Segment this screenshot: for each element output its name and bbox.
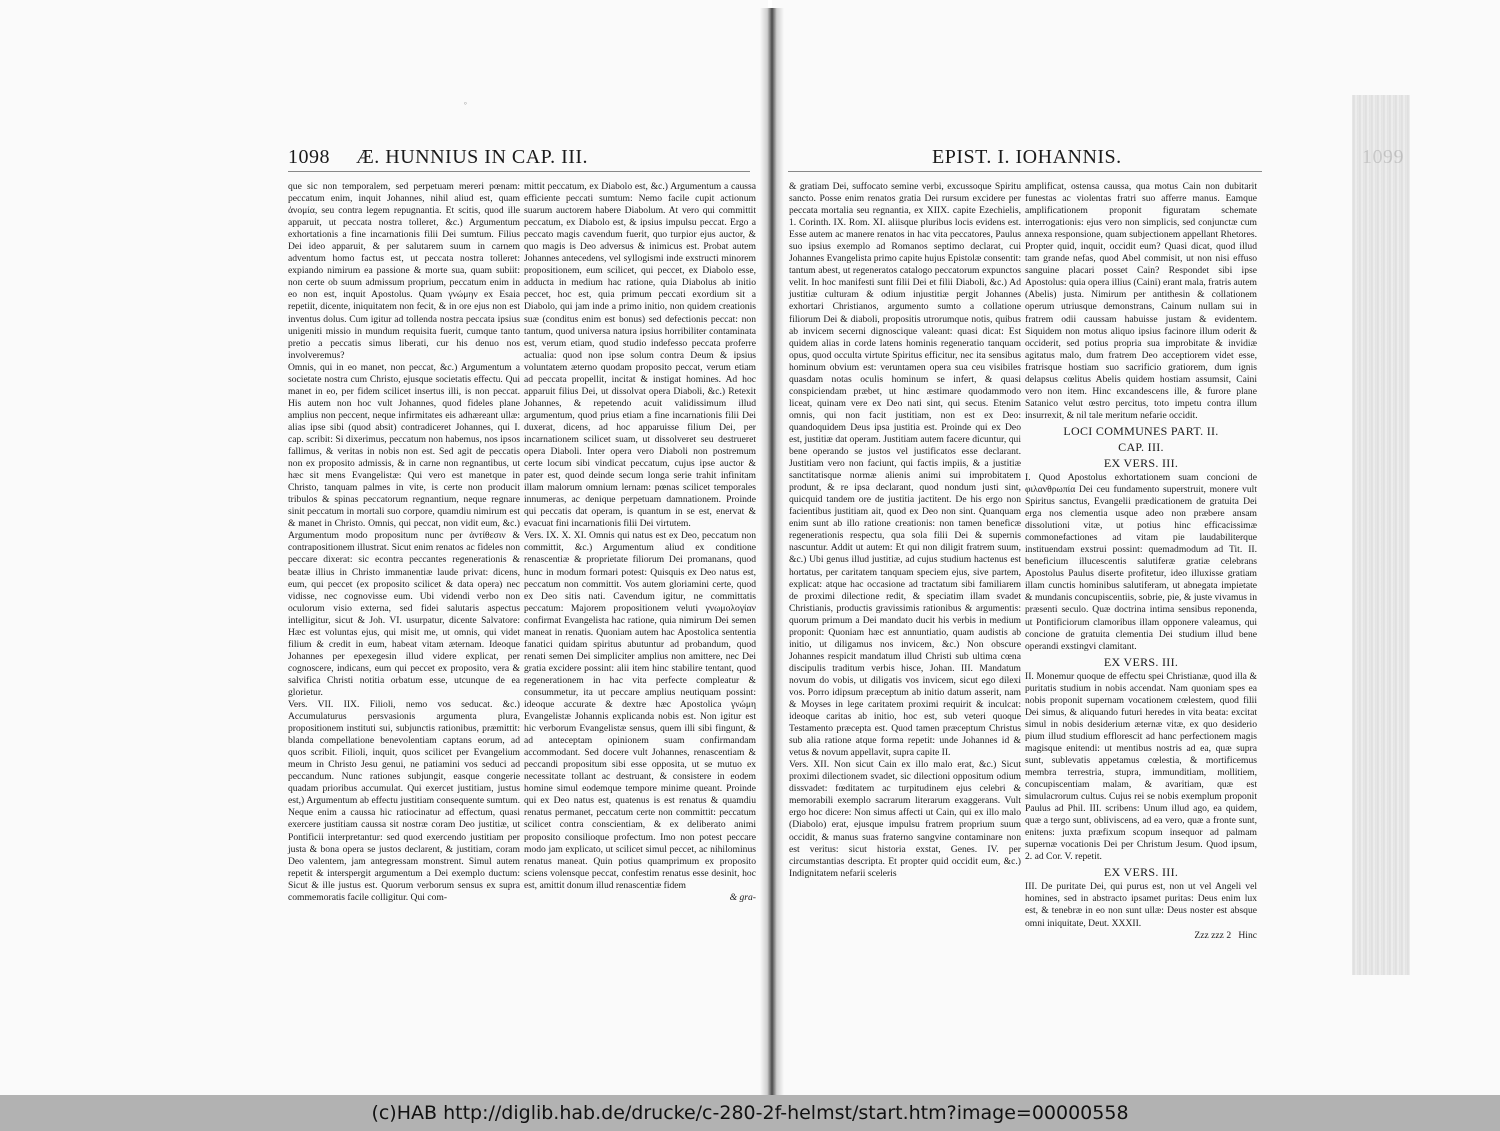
copyright-footer: (c)HAB http://diglib.hab.de/drucke/c-280-2f-helmst/start.htm?image=00000558 (0, 1095, 1500, 1131)
loci-heading: LOCI COMMUNES PART. II. (1063, 423, 1219, 438)
paragraph: Vers. VII. IIX. Filioli, nemo vos seducat. &c.) Accumulaturus persvasionis argumenta plura, propositionem instituti sui, subjunctis rationibus, præmittit: blanda compellatione benevolentiam captans eorum, ad quos scribit. Filioli, inquit, quos scilicet per Evangelium meum in Christo Jesu genui, ne patiamini vos seduci ad peccandum. Nunc rationes subjungit, easque congerie quadam prioribus accumulat. Qui exercet justitiam, justus est,) Argumentum ab effectu justitiam consequente sumtum. Neque enim a caussa hic ratiocinatur ad effectum, quasi exercere justitiam caussa sit nostræ coram Deo justitiæ, ut Pontificii interpretantur: sed quod exercendo justitiam per justa & bona opera se justos declarent, & justitiam, coram Deo valentem, jam antegressam monstrent. Simul autem repetit & interspergit argumentum a Dei exemplo ductum: Sicut & ille justus est. Quorum verborum sensus ex supra commemoratis facile colligitur. Qui com- (288, 699, 520, 903)
left-header-rule (288, 171, 750, 172)
book-gutter (760, 8, 784, 1095)
right-page-column-1 (789, 181, 1021, 880)
paragraph: amplificat, ostensa caussa, qua motus Cain non dubitarit funestas ac violentas fratri suo afferre manus. Eamque amplificationem proponit figuratam schemate interrogationis: ejus vero non simplicis, sed conjunctæ cum annexa responsione, quam subjectionem appellant Rhetores. Propter quid, inquit, occidit eum? Quasi dicat, quod illud tam grande nefas, quod Abel commisit, ut non nisi effuso sanguine placari posset Cain? Respondet sibi ipse Apostolus: quia opera illius (Caini) erant mala, fratris autem (Abelis) justa. Nimirum per antithesin & collationem operum utriusque demonstrans, Cainum nullam sui in fratrem odii caussam habuisse justam & evidentem. Siquidem non motus aliquo ipsius facinore illum oderit & occiderit, sed potius propria sua improbitate & invidiæ agitatus malo, dum fratrem Deo acceptiorem videt esse, fratrisque hostiam suo sacrificio gratiorem, dum ignis delapsus cœlitus Abelis quidem hostiam assumsit, Caini vero non item. Hinc excandescens ille, & furore plane Satanico velut œstro percitus, toto impetu contra illum insurrexit, & nil tale meritum nefarie occidit. (1025, 181, 1257, 421)
right-header-rule (788, 171, 1262, 172)
left-page (0, 0, 768, 1095)
section-heading: EX VERS. III. (1103, 865, 1179, 880)
section-text: I. Quod Apostolus exhortationem suam concioni de φιλανθρωπία Dei ceu fundamento superstruit, monere vult Spiritus sanctus, Evangelii prædicationem de gratuita Dei erga nos clementia usque adeo non præbere ansam dissolutioni vitæ, ut potius hinc efficacissimæ commonefactiones ad vitam pie laudabiliterque instituendam exstrui possint: quemadmodum ad Tit. II. beneficium illucescentis salutiferæ gratiæ celebrans Apostolus Paulus diserte profitetur, ideo illuxisse gratiam illam cunctis hominibus salutiferam, ut abnegata impietate & mundanis concupiscentiis, sobrie, pie, & juste vivamus in præsenti seculo. Quæ doctrina intima sensibus reponenda, ut Pontificiorum clamoribus illam opponere valeamus, qui concione de gratuita clementia Dei studium illud bene operandi exstingvi clamitant. (1025, 471, 1257, 652)
section-heading: EX VERS. III. (1103, 455, 1179, 470)
book-edge (1352, 95, 1410, 975)
left-page-number: 1098 (288, 146, 330, 168)
right-running-head: EPIST. I. IOHANNIS. (932, 146, 1122, 168)
left-page-header (288, 146, 752, 170)
section-text: III. De puritate Dei, qui purus est, non ut vel Angeli vel homines, sed in abstracto ipsamet puritas: Deus enim lux est, & tenebræ in eo non sunt ullæ: Deus noster est absque omni iniquitate, Deut. XXXII. (1025, 881, 1257, 929)
right-page-column-2 (1025, 181, 1257, 942)
paragraph: Omnis, qui in eo manet, non peccat, &c.) Argumentum a societate nostra cum Christo, ejusque societatis effectu. Qui manet in eo, per fidem scilicet insertus illi, is non peccat. His autem non hoc vult Johannes, quod fideles plane amplius non peccent, neque infirmitates eis adhæreant ullæ: alias ipse sibi (quod absit) contradiceret Johannes, qui I. cap. scribit: Si dixerimus, peccatum non habemus, nos ipsos fallimus, & veritas in nobis non est. Sed agit de peccatis non ex proposito admissis, & in carne non regnantibus, ut hæc sit mens Evangelistæ: Qui vero est manetque in Christo, tanquam palmes in vite, is certe non producit tribulos & spinas peccatorum regnantium, neque regnare sinit peccatum in mortali suo corpore, quamdiu nimirum est & manet in Christo. Omnis, qui peccat, non vidit eum, &c.) Argumentum modo propositum nunc per ἀντίθεσιν & contrapositionem illustrat. Sicut enim renatos ac fideles non peccare dixerat: sic econtra peccantes regenerationis & beatæ illius in Christo immanentiæ laude privat: dicens, eum, qui peccet (ex proposito scilicet & data opera) nec vidisse, nec cognovisse eum. Ubi videndi verbo non oculorum visio externa, sed fidei salutaris aspectus intelligitur, sicut & Joh. VI. usurpatur, dicente Salvatore: Hæc est voluntas ejus, qui misit me, ut omnis, qui videt filium & credit in eum, habeat vitam æternam. Ideoque Johannes per epexegesin illud videre explicat, per cognoscere, indicans, eum qui peccet ex proposito, vera & salvifica Christi notitia orbatum esse, utcunque de ea glorietur. (288, 361, 520, 698)
signature-mark: Zzz zzz 2 Hinc (1194, 929, 1257, 941)
left-running-head: Æ. HUNNIUS IN CAP. III. (356, 146, 589, 168)
right-page-header (932, 146, 1404, 170)
catchword: & gra- (729, 891, 756, 903)
paragraph: que sic non temporalem, sed perpetuam mereri pœnam: peccatum enim, inquit Johannes, nihil aliud est, quam ἀνομία, seu contra legem repugnantia. Et scitis, quod ille apparuit, ut peccata nostra tolleret, &c.) Argumentum exhortationis a fine incarnationis filii Dei sumtum. Filius Dei ideo apparuit, & per salutarem suum in carnem adventum homo factus est, ut peccata nostra tolleret: expiando nimirum ea passione & morte sua, quam subiit: non certe ob suum admissum proprium, peccatum enim in eo non est, inquit Apostolus. Quam γνώμην ex Esaia repetiit, dicente, iniquitatem non fecit, & in ore ejus non est inventus dolus. Cum igitur ad tollenda nostra peccata ipsius unigeniti missio in mundum requisita fuerit, cumque tanto pretio a peccatis simus liberati, cur his denuo nos involveremus? (288, 181, 520, 361)
right-page (772, 0, 1500, 1095)
paragraph: & gratiam Dei, suffocato semine verbi, excussoque Spiritu sancto. Posse enim renatos gratia Dei rursum excidere per peccata mortalia seu regnantia, ex XIIX. capite Ezechielis, 1. Corinth. IX. Rom. XI. aliisque pluribus locis evidens est. Esse autem ac manere renatos in hac vita peccatores, Paulus suo ipsius exemplo ad Romanos septimo declarat, cui Johannes Evangelista primo capite hujus Epistolæ consentit: tantum abest, ut regeneratos catalogo peccatorum expunctos velit. In hoc manifesti sunt filii Dei et filii Diaboli, &c.) Ad justitiæ culturam & odium injustitiæ pergit Johannes exhortari Christianos, argumento sumto a collatione filiorum Dei & diaboli, propositis utrorumque notis, quibus ab invicem secerni dignoscique valeant: quasi dicat: Est quidem alias in corde latens hominis regeneratio tanquam opus, quod occulta virtute Spiritus efficitur, nec ita sensibus hominum obvium est: veruntamen opera sua ceu visibiles quasdam notas oculis hominum se infert, & quasi conspiciendam præbet, ut hinc æstimare quodammodo liceat, quinam vere ex Deo nati sint, qui secus. Etenim omnis, qui non facit justitiam, non est ex Deo: quandoquidem Deus ipsa justitia est. Proinde qui ex Deo est, justitiæ dat operam. Justitiam autem facere dicuntur, qui bene operando se justos vel justificatos esse declarant. Justitiam vero non faciunt, qui factis impiis, & a justitiæ sanctitatisque normæ alienis animi sui improbitatem produnt, & re ipsa declarant, quod nondum justi sint, quicquid tandem ore de justitia jactitent. De his ergo non facientibus justitiam ait, quod ex Deo non sint. Quanquam enim sunt ab illo ratione creationis: non tamen beneficæ regenerationis respectu, qua sola filii Dei & supernis nascuntur. Addit ut autem: Et qui non diligit fratrem suum, &c.) Ubi genus illud justitiæ, ad cujus studium hactenus est hortatus, per caritatem tanquam speciem ejus, sive partem, explicat: atque hac occasione ad tractatum sibi familiarem de proximi dilectione redit, & speciatim illam svadet Christianis, productis gravissimis rationibus & argumentis: quorum primum a Dei mandato ducit his verbis in medium proponit: Quoniam hæc est annuntiatio, quam audistis ab initio, ut diligamus nos invicem, &c.) Non obscure Johannes respicit mandatum illud Christi sub ultima cœna discipulis traditum verbis hisce, Johan. III. Mandatum novum do vobis, ut diligatis vos invicem, sicut ego dilexi vos. Porro idipsum præceptum ab initio datum asserit, nam & Moyses in lege caritatem proximi requirit & inculcat: ideoque caritas ab initio, hoc est, sub veteri quoque Testamento præcepta est. Quod tamen præceptum Christus sub alia ratione atque forma repetit: unde Johannes id & vetus & novum appellavit, supra capite II. (789, 181, 1021, 759)
left-page-column-1 (288, 181, 520, 904)
cap-heading: CAP. III. (1118, 439, 1164, 454)
catchword: Hinc (1238, 929, 1257, 941)
section-text: II. Monemur quoque de effectu spei Christianæ, quod illa & puritatis studium in nobis accendat. Nam quoniam spes ea nobis proponit supernam vocationem cœlestem, quod filii Dei simus, & aliquando futuri heredes in vita beata: excitat simul in nobis desiderium æternæ vitæ, ex quo desiderio pium illud studium efflorescit ad hanc perfectionem magis magisque enitendi: ut mentibus nostris ad ea, quæ supra sunt, sublevatis appetamus cœlestia, & mortificemus membra terrestria, stupra, immunditiam, mollitiem, concupiscentiam malam, & avaritiam, quæ est simulacrorum cultus. Cujus rei se nobis exemplum proponit Paulus ad Phil. III. scribens: Unum illud ago, ea quidem, quæ a tergo sunt, obliviscens, ad ea vero, quæ a fronte sunt, enitens: juxta præfixum scopum insequor ad palmam supernæ vocationis Dei per Christum Jesum. Quod ipsum, 2. ad Cor. V. repetit. (1025, 670, 1257, 863)
paragraph: Vers. IX. X. XI. Omnis qui natus est ex Deo, peccatum non committit, &c.) Argumentum aliud ex conditione renascentiæ & proprietate filiorum Dei promanans, quod hunc in modum formari potest: Quisquis ex Deo natus est, peccatum non committit. Vos autem gloriamini certe, quod ex Deo sitis nati. Cavendum igitur, ne committatis peccatum: Majorem propositionem veluti γνωμολογίαν confirmat Evangelista hac ratione, quia nimirum Dei semen maneat in renatis. Quoniam autem hac Apostolica sententia fanatici quidam spiritus abutuntur ad probandum, quod renati semen Dei simpliciter amplius non amittere, nec Dei gratia excidere possint: alii item hinc stabilire tentant, quod regenerationem in hac vita perfecte compleatur & consummetur, ita ut peccare amplius neutiquam possint: ideoque accurate & dextre hæc Apostolica γνώμη Evangelistæ Johannis explicanda nobis est. Non igitur est hic verborum Evangelistæ sensus, quem illi sibi fingunt, & ad anteceptam opinionem suam confirmandam accommodant. Sed docere vult Johannes, renascentiam & peccandi propositum sibi esse opposita, ut se mutuo ex necessitate tollant ac destruant, & consistere in eodem homine simul eodemque tempore minime queant. Proinde qui ex Deo natus est, quatenus is est renatus & quamdiu renatus permanet, peccatum certe non committit: peccatum scilicet contra conscientiam, & ex deliberato animi proposito consilioque profectum. Imo non potest peccare modo jam explicato, ut scilicet simul peccet, ac nihilominus renatus maneat. Quin potius quamprimum ex proposito sciens volensque peccat, confestim renatus esse desinit, hoc est, amittit donum illud renascentiæ fidem (524, 530, 756, 891)
page-ornament: ° (464, 101, 467, 109)
paragraph: Vers. XII. Non sicut Cain ex illo malo erat, &c.) Sicut proximi dilectionem svadet, sic dilectioni oppositum odium dissvadet: fœditatem ac turpitudinem ejus celebri & memorabili exemplo sacrarum literarum exaggerans. Vult ergo hoc dicere: Non simus affecti ut Cain, qui ex illo malo (Diabolo) erat, ejusque impulsu fratrem proprium suum occidit, & manus suas fraterno sangvine contaminare non est veritus: sicut historia exstat, Genes. IV. per circumstantias descripta. Et propter quid occidit eum, &c.) Indignitatem nefarii sceleris (789, 759, 1021, 879)
paragraph: mittit peccatum, ex Diabolo est, &c.) Argumentum a caussa efficiente peccati sumtum: Nemo facile cupit actionum suarum auctorem habere Diabolum. At vero qui committit peccatum, ex Diabolo est, & ipsius impulsu peccat. Ergo a peccato magis cavendum fuerit, quo turpior ejus auctor, & quo magis is Deo adversus & inimicus est. Probat autem Johannes antecedens, vel syllogismi inde exstructi minorem propositionem, eum scilicet, qui peccet, ex Diabolo esse, adducta in medium hac ratione, quia Diabolus ab initio peccet, hoc est, quia primum peccati exordium sit a Diabolo, qui jam inde a primo initio, non quidem creationis suæ (conditus enim est bonus) sed defectionis peccat: non tantum, quod universa natura ipsius horribiliter contaminata est, verum etiam, quod studio indefesso peccata proferre actualia: quod non ipse solum contra Deum & ipsius voluntatem æterno quodam proposito peccat, verum etiam ad peccata propellit, incitat & instigat homines. Ad hoc apparuit filius Dei, ut dissolvat opera Diaboli, &c.) Retexit Johannes, & repetendo acuit validissimum illud argumentum, quod prius etiam a fine incarnationis filii Dei duxerat, dicens, ad hoc apparuisse filium Dei, per incarnationem scilicet suam, ut dissolveret seu destrueret opera Diaboli. Inter opera vero Diaboli non postremum certe locum sibi vindicat peccatum, cujus ipse auctor & pater est, quod deinde secum longa serie trahit infinitam illam malorum omnium lernam: pœnas scilicet temporales innumeras, ac denique perpetuam damnationem. Proinde qui peccatis dat operam, is quantum in se est, enervat & evacuat fini incarnationis filii Dei virtutem. (524, 181, 756, 530)
left-page-column-2 (524, 181, 756, 904)
section-heading: EX VERS. III. (1103, 654, 1179, 669)
